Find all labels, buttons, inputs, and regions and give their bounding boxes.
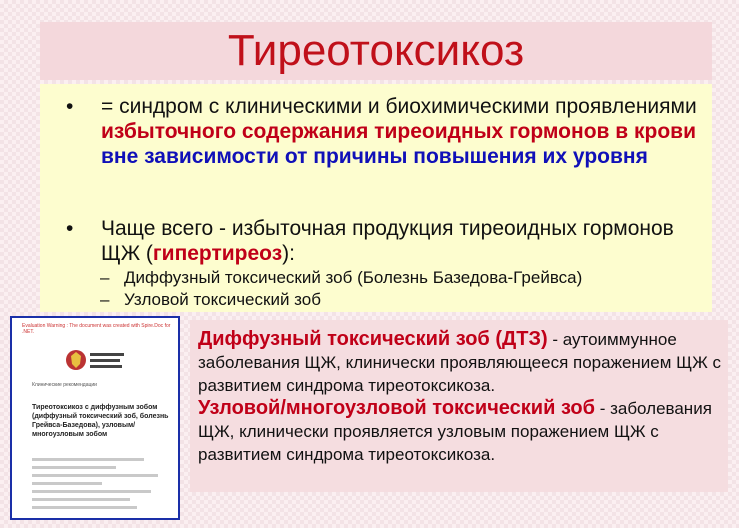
bullet-causes (66, 216, 706, 266)
definitions-text (198, 328, 726, 466)
bullet-definition-text (66, 94, 706, 169)
nodular-text: - заболевания ЩЖ, клинически проявляется узловым поражением ЩЖ с развитием синдрома тиреотоксикоза. (198, 399, 712, 464)
bullet-dot: • (66, 95, 74, 118)
sub-bullet-dash: – (100, 290, 110, 309)
definitions-box (190, 320, 728, 492)
sub-bullet-diffuse-text: Диффузный токсический зоб (Болезнь Базедова-Грейвса) (124, 268, 583, 287)
thumbnail-watermark: Evaluation Warning : The document was created with Spire.Doc for .NET. (22, 323, 171, 335)
dtz-text: - аутоиммунное заболевания ЩЖ, клинически проявляющееся поражением ЩЖ с развитием синдрома тиреотоксикоза. (198, 330, 721, 395)
definition-box (40, 84, 712, 312)
thumbnail-line (32, 498, 130, 501)
sub-bullet-diffuse (100, 267, 582, 288)
slide-title: Тиреотоксикоз (227, 26, 525, 75)
bullet-dot: • (66, 217, 74, 240)
thumbnail-meta: Клинические рекомендации (32, 382, 97, 388)
bullet-causes-part1: Чаще всего - избыточная продукция тиреоидных гормонов ЩЖ ( (101, 217, 674, 265)
title-band (40, 22, 712, 80)
emblem-icon (64, 344, 126, 381)
thumbnail-title: Тиреотоксикоз с диффузным зобом (диффузный токсический зоб, болезнь Грейвса-Базедова), узловым/многоузловым зобом (32, 404, 169, 438)
bullet-definition (66, 94, 706, 169)
sub-bullet-dash: – (100, 268, 110, 287)
thumbnail-line (32, 506, 137, 509)
sub-bullet-nodular (100, 289, 321, 310)
bullet-definition-part1: = синдром с клиническими и биохимическими проявлениями (101, 95, 697, 118)
thumbnail-text-lines (32, 458, 172, 514)
thumbnail-line (32, 466, 116, 469)
bullet-causes-text (66, 216, 706, 266)
nodular-heading: Узловой/многоузловой токсический зоб (198, 397, 595, 419)
thumbnail-line (32, 490, 151, 493)
document-thumbnail (10, 316, 180, 520)
sub-bullet-nodular-text: Узловой токсический зоб (124, 290, 321, 309)
bullet-definition-blue: вне зависимости от причины повышения их уровня (101, 145, 648, 168)
thumbnail-line (32, 474, 158, 477)
thumbnail-line (32, 458, 144, 461)
bullet-definition-red: избыточного содержания тиреоидных гормонов в крови (101, 120, 696, 143)
bullet-causes-red: гипертиреоз (152, 242, 283, 265)
thumbnail-line (32, 482, 102, 485)
bullet-causes-part2: ): (282, 242, 295, 265)
dtz-heading: Диффузный токсический зоб (ДТЗ) (198, 328, 548, 350)
